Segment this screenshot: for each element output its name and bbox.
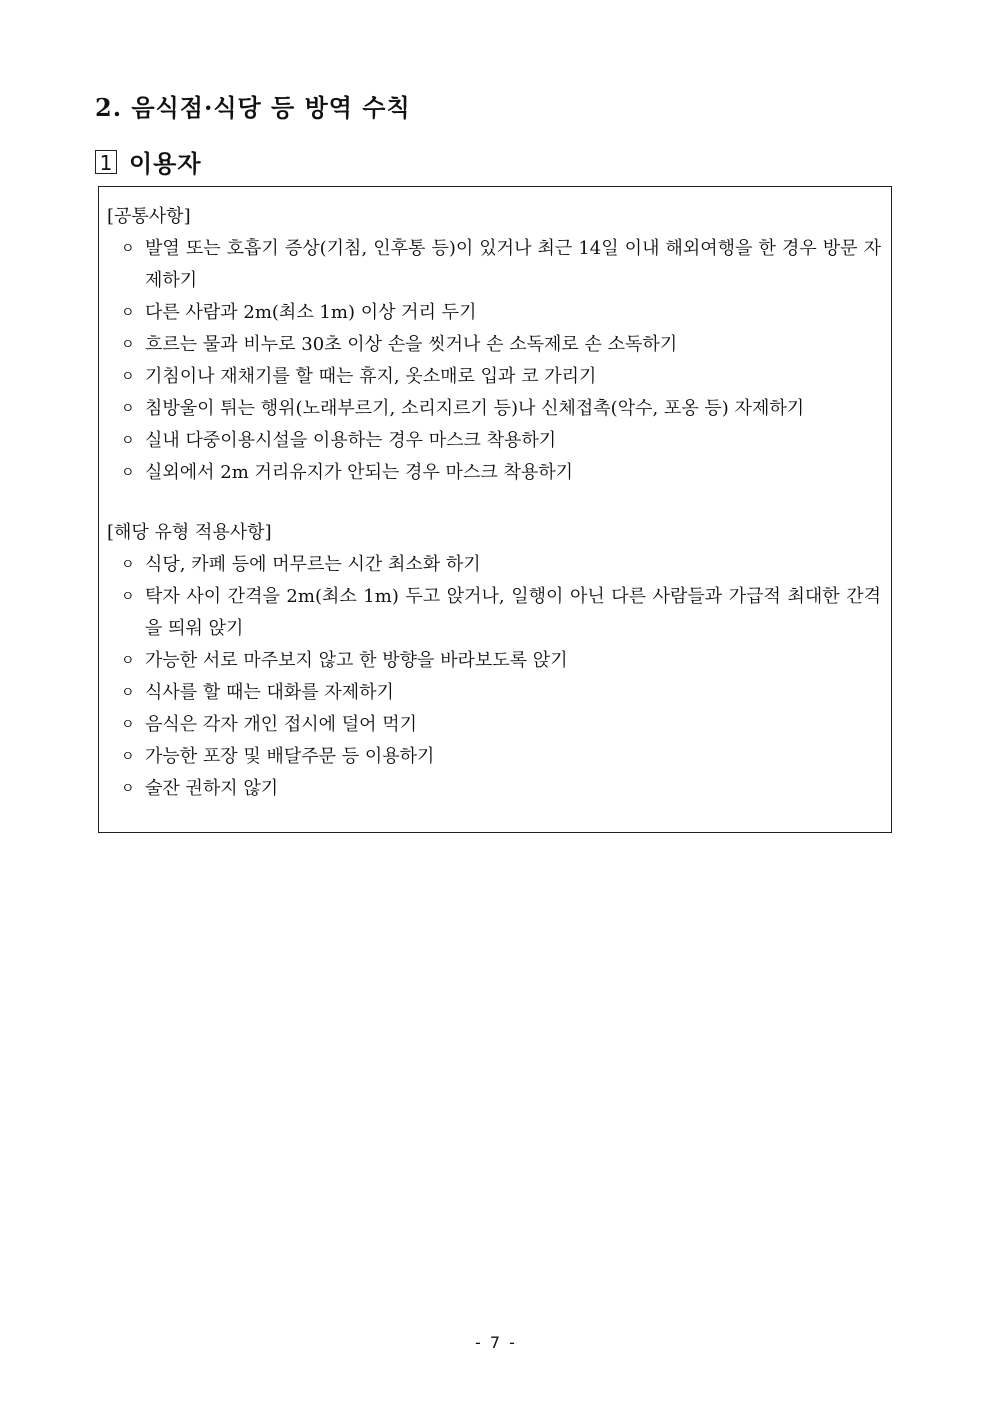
bullet-mark: ㅇ	[121, 433, 135, 449]
bullet-mark: ㅇ	[121, 685, 135, 701]
list-item-text: 식당, 카페 등에 머무르는 시간 최소화 하기	[145, 554, 481, 575]
list-item-text: 술잔 권하지 않기	[145, 778, 279, 799]
list-item	[107, 425, 883, 457]
list-item	[107, 645, 883, 677]
specific-rules-heading: [해당 유형 적용사항]	[107, 522, 272, 543]
list-item	[107, 709, 883, 741]
bullet-mark: ㅇ	[121, 241, 135, 257]
list-item-text: 실외에서 2m 거리유지가 안되는 경우 마스크 착용하기	[145, 462, 573, 483]
bullet-mark: ㅇ	[121, 337, 135, 353]
bullet-mark: ㅇ	[121, 749, 135, 765]
list-item	[107, 457, 883, 489]
list-item-text: 다른 사람과 2m(최소 1m) 이상 거리 두기	[145, 302, 477, 323]
specific-rules-group	[107, 517, 883, 805]
list-item	[107, 677, 883, 709]
list-item	[107, 393, 883, 425]
bullet-mark: ㅇ	[121, 557, 135, 573]
list-item-text: 기침이나 재채기를 할 때는 휴지, 옷소매로 입과 코 가리기	[145, 366, 597, 387]
list-item	[107, 549, 883, 581]
list-item-text: 침방울이 튀는 행위(노래부르기, 소리지르기 등)나 신체접촉(악수, 포옹 등) 자제하기	[145, 398, 805, 419]
common-rules-heading: [공통사항]	[107, 206, 191, 227]
list-item	[107, 297, 883, 329]
bullet-mark: ㅇ	[121, 369, 135, 385]
list-item-text: 가능한 포장 및 배달주문 등 이용하기	[145, 746, 435, 767]
list-item-text: 탁자 사이 간격을 2m(최소 1m) 두고 앉거나, 일행이 아닌 다른 사람들과 가급적 최대한 간격을 띄워 앉기	[145, 586, 881, 639]
list-item-text: 음식은 각자 개인 접시에 덜어 먹기	[145, 714, 418, 735]
list-item	[107, 581, 883, 645]
rules-box	[98, 186, 892, 833]
bullet-mark: ㅇ	[121, 717, 135, 733]
list-item	[107, 741, 883, 773]
bullet-mark: ㅇ	[121, 589, 135, 605]
subsection-title: 이용자	[129, 149, 202, 178]
list-item-text: 가능한 서로 마주보지 않고 한 방향을 바라보도록 앉기	[145, 650, 568, 671]
subsection-heading	[95, 144, 202, 179]
list-item-text: 실내 다중이용시설을 이용하는 경우 마스크 착용하기	[145, 430, 557, 451]
bullet-mark: ㅇ	[121, 401, 135, 417]
common-rules-group	[107, 201, 883, 489]
bullet-mark: ㅇ	[121, 305, 135, 321]
common-rules-list	[107, 233, 883, 489]
list-item	[107, 361, 883, 393]
page-number: - 7 -	[475, 1333, 517, 1352]
list-item	[107, 773, 883, 805]
specific-rules-list	[107, 549, 883, 805]
list-item	[107, 329, 883, 361]
list-item-text: 식사를 할 때는 대화를 자제하기	[145, 682, 394, 703]
bullet-mark: ㅇ	[121, 781, 135, 797]
bullet-mark: ㅇ	[121, 465, 135, 481]
bullet-mark: ㅇ	[121, 653, 135, 669]
subsection-number-box: 1	[95, 150, 117, 174]
list-item	[107, 233, 883, 297]
list-item-text: 발열 또는 호흡기 증상(기침, 인후통 등)이 있거나 최근 14일 이내 해외여행을 한 경우 방문 자제하기	[145, 238, 881, 291]
list-item-text: 흐르는 물과 비누로 30초 이상 손을 씻거나 손 소독제로 손 소독하기	[145, 334, 678, 355]
section-title: 2. 음식점·식당 등 방역 수칙	[95, 93, 411, 122]
